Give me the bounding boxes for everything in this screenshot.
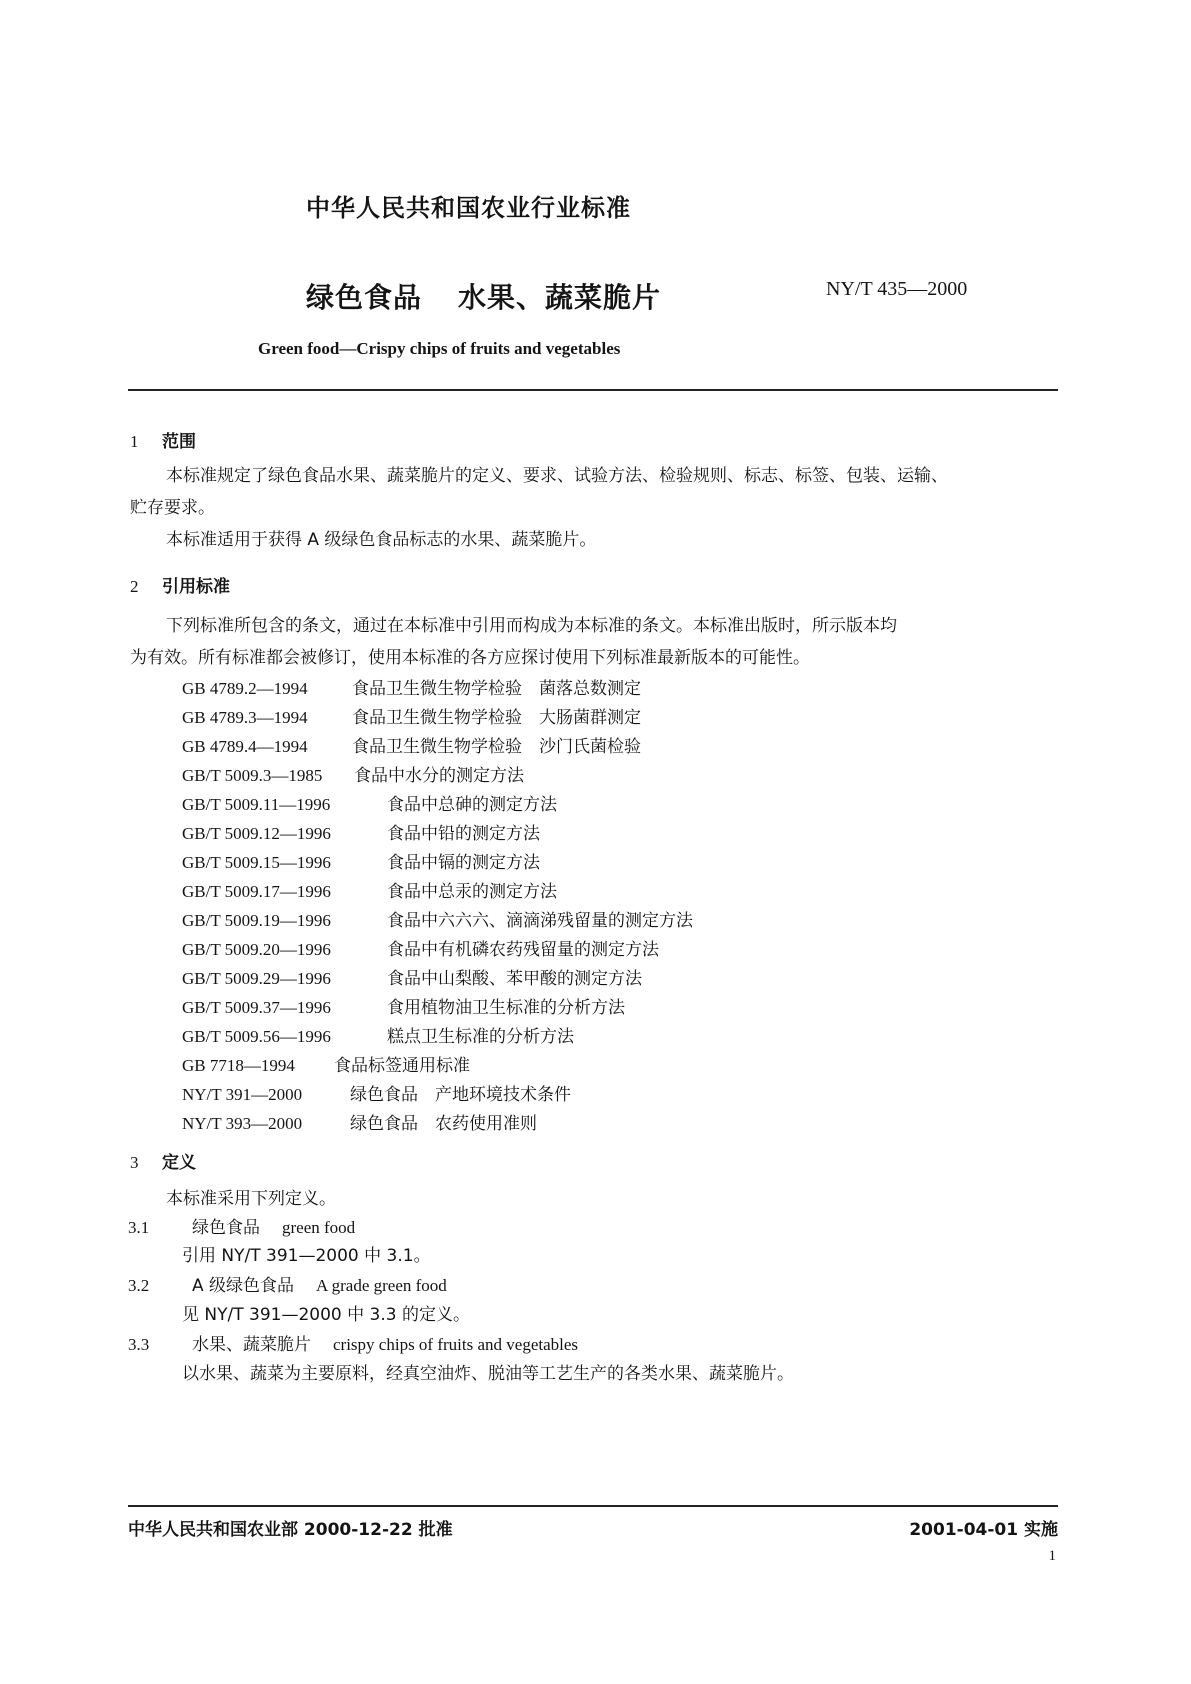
document-title <box>306 276 661 316</box>
reference-title: 绿色食品 产地环境技术条件 <box>350 1085 571 1105</box>
implementation-date: 2001-04-01 实施 <box>909 1520 1058 1540</box>
reference-item <box>182 761 524 786</box>
definition-term-cn: A 级绿色食品 <box>192 1276 295 1296</box>
reference-item <box>182 1080 571 1105</box>
reference-code: GB 7718—1994 <box>182 1056 295 1075</box>
definition-body: 以水果、蔬菜为主要原料，经真空油炸、脱油等工艺生产的各类水果、蔬菜脆片。 <box>182 1364 794 1384</box>
standard-category: 中华人民共和国农业行业标准 <box>306 194 631 222</box>
reference-item <box>182 906 693 931</box>
reference-code: GB 4789.2—1994 <box>182 679 308 698</box>
english-title: Green food—Crispy chips of fruits and vegetables <box>258 339 621 358</box>
page-number: 1 <box>1048 1548 1056 1564</box>
reference-code: GB/T 5009.15—1996 <box>182 853 331 872</box>
section-number: 3 <box>130 1153 139 1172</box>
definition-term <box>128 1213 355 1238</box>
reference-code: GB/T 5009.37—1996 <box>182 998 331 1017</box>
definition-term-en: green food <box>282 1218 356 1237</box>
reference-title: 食品标签通用标准 <box>334 1056 470 1076</box>
footer-divider <box>128 1505 1058 1507</box>
definition-term-en: A grade green food <box>316 1276 447 1295</box>
reference-code: GB/T 5009.12—1996 <box>182 824 331 843</box>
references-intro-line1: 下列标准所包含的条文，通过在本标准中引用而构成为本标准的条文。本标准出版时，所示版本均 <box>166 616 897 636</box>
definition-term-cn: 水果、蔬菜脆片 <box>192 1335 311 1355</box>
reference-item <box>182 1022 574 1047</box>
definition-term <box>128 1271 447 1296</box>
standard-number: NY/T 435—2000 <box>826 278 968 300</box>
reference-code: GB/T 5009.11—1996 <box>182 795 331 814</box>
reference-item <box>182 732 641 757</box>
title-part2: 水果、蔬菜脆片 <box>458 281 662 314</box>
section-number: 1 <box>130 432 139 451</box>
reference-title: 食品卫生微生物学检验 沙门氏菌检验 <box>352 737 641 757</box>
definition-number: 3.3 <box>128 1335 150 1354</box>
reference-title: 食品中镉的测定方法 <box>387 853 540 873</box>
section-title: 引用标准 <box>162 577 230 597</box>
reference-title: 食品卫生微生物学检验 大肠菌群测定 <box>352 708 641 728</box>
reference-item <box>182 1051 470 1076</box>
reference-item <box>182 848 540 873</box>
definition-number: 3.2 <box>128 1276 150 1295</box>
reference-code: GB/T 5009.56—1996 <box>182 1027 331 1046</box>
scope-para2: 本标准适用于获得 A 级绿色食品标志的水果、蔬菜脆片。 <box>166 530 597 550</box>
approval-info: 中华人民共和国农业部 2000-12-22 批准 <box>128 1520 453 1540</box>
section-title: 范围 <box>162 432 196 452</box>
reference-code: GB/T 5009.19—1996 <box>182 911 331 930</box>
definition-term <box>128 1330 578 1355</box>
reference-code: NY/T 393—2000 <box>182 1114 303 1133</box>
reference-title: 食用植物油卫生标准的分析方法 <box>387 998 625 1018</box>
scope-para1-line2: 贮存要求。 <box>130 498 215 518</box>
reference-item <box>182 964 642 989</box>
section-title: 定义 <box>162 1153 196 1173</box>
definition-term-en: crispy chips of fruits and vegetables <box>333 1335 579 1354</box>
reference-code: NY/T 391—2000 <box>182 1085 303 1104</box>
reference-title: 食品中六六六、滴滴涕残留量的测定方法 <box>387 911 693 931</box>
title-part1: 绿色食品 <box>306 281 423 314</box>
section-3-heading <box>130 1148 196 1173</box>
definition-number: 3.1 <box>128 1218 150 1237</box>
definition-body: 引用 NY/T 391—2000 中 3.1。 <box>182 1246 431 1266</box>
reference-title: 食品中水分的测定方法 <box>354 766 524 786</box>
reference-item <box>182 790 557 815</box>
definition-body: 见 NY/T 391—2000 中 3.3 的定义。 <box>182 1305 470 1325</box>
reference-code: GB/T 5009.29—1996 <box>182 969 331 988</box>
reference-item <box>182 1109 537 1134</box>
reference-item <box>182 674 641 699</box>
reference-item <box>182 703 641 728</box>
definitions-intro: 本标准采用下列定义。 <box>166 1189 336 1209</box>
reference-title: 糕点卫生标准的分析方法 <box>387 1027 574 1047</box>
reference-title: 食品中总汞的测定方法 <box>387 882 557 902</box>
reference-code: GB/T 5009.3—1985 <box>182 766 323 785</box>
reference-code: GB 4789.3—1994 <box>182 708 308 727</box>
reference-title: 食品中总砷的测定方法 <box>387 795 557 815</box>
reference-title: 食品卫生微生物学检验 菌落总数测定 <box>352 679 641 699</box>
definition-term-cn: 绿色食品 <box>192 1218 260 1238</box>
reference-title: 食品中铅的测定方法 <box>387 824 540 844</box>
reference-item <box>182 935 659 960</box>
section-2-heading <box>130 572 230 597</box>
scope-para1-line1: 本标准规定了绿色食品水果、蔬菜脆片的定义、要求、试验方法、检验规则、标志、标签、包装、运输、 <box>166 466 948 486</box>
reference-item <box>182 819 540 844</box>
section-1-heading <box>130 427 196 452</box>
reference-item <box>182 877 557 902</box>
section-number: 2 <box>130 577 139 596</box>
references-intro-line2: 为有效。所有标准都会被修订，使用本标准的各方应探讨使用下列标准最新版本的可能性。 <box>130 648 810 668</box>
reference-title: 食品中有机磷农药残留量的测定方法 <box>387 940 659 960</box>
reference-code: GB/T 5009.17—1996 <box>182 882 331 901</box>
reference-title: 食品中山梨酸、苯甲酸的测定方法 <box>387 969 642 989</box>
reference-code: GB 4789.4—1994 <box>182 737 308 756</box>
reference-code: GB/T 5009.20—1996 <box>182 940 331 959</box>
reference-title: 绿色食品 农药使用准则 <box>350 1114 537 1134</box>
header-divider <box>128 389 1058 391</box>
reference-item <box>182 993 625 1018</box>
